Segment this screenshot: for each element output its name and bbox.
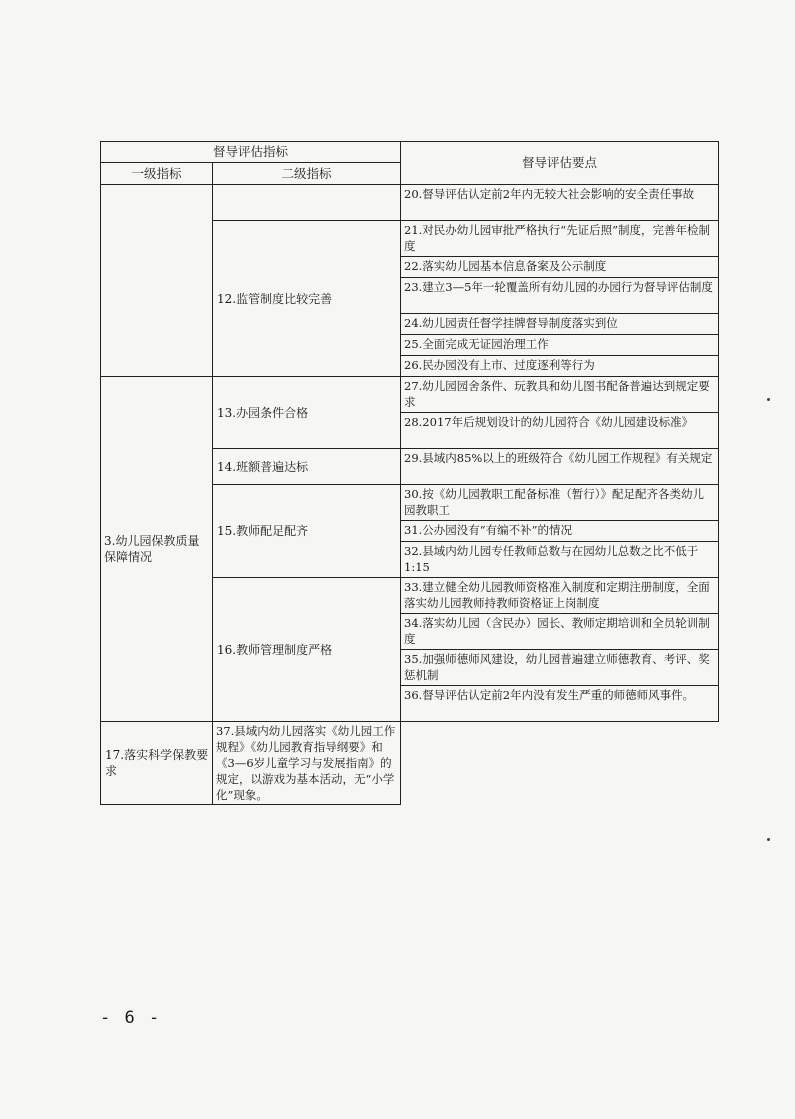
level2-facility-conditions: 13.办园条件合格 <box>213 377 401 449</box>
point-37: 37.县域内幼儿园落实《幼儿园工作规程》《幼儿园教育指导纲要》和《3—6岁儿童学习与发展指南》的规定，以游戏为基本活动，无“小学化”现象。 <box>213 722 401 805</box>
level2-scientific-education: 17.落实科学保教要求 <box>101 722 213 805</box>
header-level1: 一级指标 <box>101 163 213 185</box>
level1-quality-assurance: 3.幼儿园保教质量保障情况 <box>101 377 213 722</box>
scan-speck <box>767 398 770 401</box>
level1-cell-empty <box>101 185 213 377</box>
header-evaluation-indicators: 督导评估指标 <box>101 142 401 163</box>
scan-speck <box>767 838 770 841</box>
level2-class-size: 14.班额普遍达标 <box>213 449 401 485</box>
point-27: 27.幼儿园园舍条件、玩教具和幼儿图书配备普遍达到规定要求 <box>401 377 719 413</box>
point-32: 32.县域内幼儿园专任教师总数与在园幼儿总数之比不低于1:15 <box>401 542 719 578</box>
level2-supervision-system: 12.监管制度比较完善 <box>213 221 401 377</box>
point-28: 28.2017年后规划设计的幼儿园符合《幼儿园建设标准》 <box>401 413 719 449</box>
point-24: 24.幼儿园责任督学挂牌督导制度落实到位 <box>401 314 719 335</box>
point-26: 26.民办园没有上市、过度逐利等行为 <box>401 356 719 377</box>
level2-teacher-management: 16.教师管理制度严格 <box>213 578 401 722</box>
point-30: 30.按《幼儿园教职工配备标准（暂行）》配足配齐各类幼儿园教职工 <box>401 485 719 521</box>
point-21: 21.对民办幼儿园审批严格执行“先证后照”制度，完善年检制度 <box>401 221 719 257</box>
point-34: 34.落实幼儿园（含民办）园长、教师定期培训和全员轮训制度 <box>401 614 719 650</box>
point-20: 20.督导评估认定前2年内无较大社会影响的安全责任事故 <box>401 185 719 221</box>
level2-teacher-staffing: 15.教师配足配齐 <box>213 485 401 578</box>
point-31: 31.公办园没有“有编不补”的情况 <box>401 521 719 542</box>
evaluation-table <box>100 141 719 805</box>
point-22: 22.落实幼儿园基本信息备案及公示制度 <box>401 257 719 278</box>
header-level2: 二级指标 <box>213 163 401 185</box>
header-evaluation-points: 督导评估要点 <box>401 142 719 185</box>
point-29: 29.县域内85%以上的班级符合《幼儿园工作规程》有关规定 <box>401 449 719 485</box>
level2-cell-empty <box>213 185 401 221</box>
point-36: 36.督导评估认定前2年内没有发生严重的师德师风事件。 <box>401 686 719 722</box>
point-23: 23.建立3—5年一轮覆盖所有幼儿园的办园行为督导评估制度 <box>401 278 719 314</box>
point-35: 35.加强师德师风建设，幼儿园普遍建立师德教育、考评、奖惩机制 <box>401 650 719 686</box>
point-33: 33.建立健全幼儿园教师资格准入制度和定期注册制度，全面落实幼儿园教师持教师资格证上岗制度 <box>401 578 719 614</box>
point-25: 25.全面完成无证园治理工作 <box>401 335 719 356</box>
page-number: - 6 - <box>100 1008 162 1028</box>
